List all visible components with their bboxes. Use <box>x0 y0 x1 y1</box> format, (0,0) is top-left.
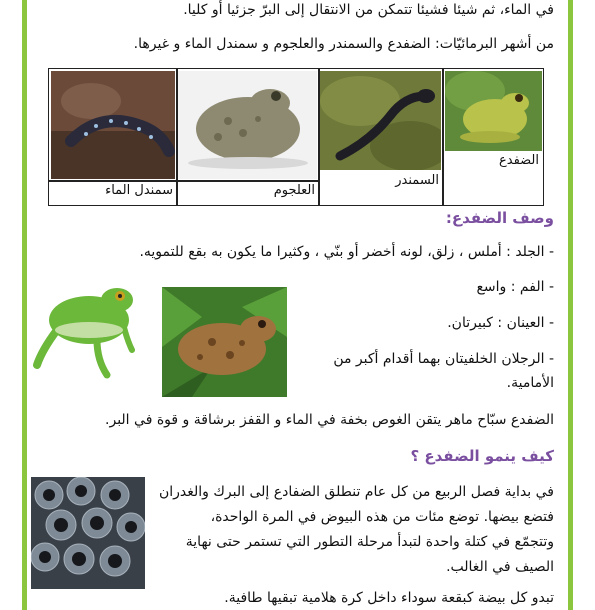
frog-photo <box>445 71 542 151</box>
growth-line-5: تبدو كل بيضة كبقعة سوداء داخل كرة هلامية تبقيها طافية. <box>224 590 554 606</box>
growth-line-1: في بداية فصل الربيع من كل عام تنطلق الضفادع إلى البرك والغدران <box>158 484 554 500</box>
newt-photo <box>51 71 175 179</box>
label-frog: الضفدع <box>498 153 539 168</box>
page-border-right <box>568 0 573 610</box>
skin-line: - الجلد : أملس ، زلق، لونه أخضر أو بنّي ، وكثيرا ما يكون به بقع للتمويه. <box>139 244 554 260</box>
growth-line-4: الصيف في الغالب. <box>446 559 554 575</box>
description-summary: الضفدع سبّاح ماهر يتقن الغوص بخفة في الماء و القفز برشاقة و قوة في البر. <box>105 412 554 428</box>
toad-photo <box>178 71 317 179</box>
label-salamander: السمندر <box>395 173 439 188</box>
amphibians-table <box>48 68 544 206</box>
brown-frog-photo <box>162 287 287 397</box>
intro-line-2: من أشهر البرمائيّات: الضفدع والسمندر والعلجوم و سمندل الماء و غيرها. <box>133 36 554 52</box>
intro-line-1: في الماء، ثم شيئا فشيئا تتمكن من الانتقال إلى البرّ جزئيا أو كليا. <box>183 2 554 18</box>
document-page <box>27 0 568 610</box>
description-heading: وصف الضفدع: <box>445 209 554 227</box>
eyes-line: - العينان : كبيرتان. <box>447 315 554 331</box>
growth-line-2: فتضع بيضها. توضع مئات من هذه البيوض في المرة الواحدة، <box>210 509 554 525</box>
label-toad: العلجوم <box>273 183 315 198</box>
label-newt: سمندل الماء <box>105 183 173 198</box>
growth-line-3: وتتجمّع في كتلة واحدة لتبدأ مرحلة التطور التي تستمر حتى نهاية <box>185 534 554 550</box>
legs-line-1: - الرجلان الخلفيتان بهما أقدام أكبر من <box>333 351 554 367</box>
mouth-line: - الفم : واسع <box>476 279 554 295</box>
salamander-photo <box>320 71 441 170</box>
growth-heading: كيف ينمو الضفدع ؟ <box>410 447 554 465</box>
frog-eggs-photo <box>31 477 145 589</box>
legs-line-2: الأمامية. <box>506 375 554 391</box>
tree-frog-photo <box>27 270 139 390</box>
